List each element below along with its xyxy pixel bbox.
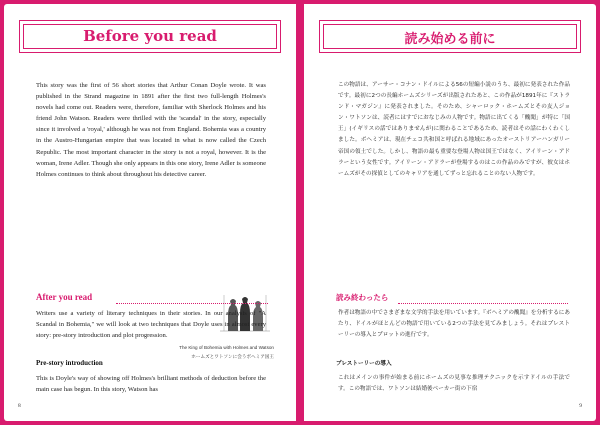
right-page — [304, 4, 596, 421]
heading-dotted-rule — [116, 303, 268, 304]
jp-after-label: 読み終わったら — [336, 293, 389, 302]
illustration-caption-en: The King of Bohemia with Holmes and Watson — [179, 345, 274, 350]
jp-after-heading — [336, 292, 568, 306]
pre-story-text: This is Doyle's way of showing off Holmes's brilliant methods of deduction before the main case has begun. In this story, Watson has — [36, 375, 266, 394]
right-page-title: 読み始める前に — [404, 32, 496, 47]
right-title-banner — [319, 20, 581, 53]
jp-pre-story-subheading: プレストーリーの導入 — [336, 361, 392, 367]
illustration-caption-jp: ホームズとワトソンに会うボヘミア国王 — [191, 355, 274, 360]
left-title-banner — [19, 20, 281, 53]
jp-pre-story-text: これはメインの事件が始まる前にホームズの見事な推理テクニックを示すドイルの手法です。この物語では、ワトソンは結婚後ベーカー街の下宿 — [338, 375, 570, 393]
left-page-title: Before you read — [83, 27, 217, 45]
page-number-left: 8 — [18, 403, 21, 409]
after-you-read-text: Writers use a variety of literary techniques in their stories. In our analysis of "A Scandal in Bohemia," we will look at two techniques that Doyle uses in almost every story: pre-story introduction and plot progression. — [36, 310, 266, 340]
after-you-read-heading — [36, 292, 268, 306]
jp-heading-dotted-rule — [398, 303, 568, 304]
left-page — [4, 4, 296, 421]
right-intro-text: この物語は、アーサー・コナン・ドイルによる56の短編小説のうち、最初に発表された作品です。最初に2つの長編ホームズシリーズが出版されたあと、この作品が1891年に『ストランド・マガジン』に発表されました。そのため、シャーロック・ホームズとその友人ジョン・ワトソンは、読者にはすでにおなじみの人物です。物語に出てくる「醜聞」が特に「国王」(イギリスの話ではありませんが)に関わることであるため、読者はその話にわくわくしました。ボヘミアは、現在チェコ共和国と呼ばれる地域にあったオーストリアーハンガリー帝国の領土でした。しかし、物語の最も重要な登場人物は国王ではなく、アイリーン・アドラーという女性です。アイリーン・アドラーが登場するのはこの作品のみですが、彼女はホームズがその探偵としてのキャリアを通してずっと忘れることのない人物です。 — [338, 82, 570, 177]
pre-story-subheading: Pre-story introduction — [36, 359, 103, 367]
left-intro-text: This story was the first of 56 short stories that Arthur Conan Doyle wrote. It was published in the Strand magazine in 1891 after the first two full-length Holmes's novels had come out. Readers were, therefore, familiar with Sherlock Holmes and his friend John Watson. Readers were thrilled with the 'scandal' in the story, especially since it involved a 'royal,' although he was not from England. Bohemia was a country in the Austro-Hungarian empire that was located in what is now called the Czech Republic. The most important character in the story is not a royal, however. It is the woman, Irene Adler. Though she only appears in this one story, Irene Adler is someone Holmes continues to think about throughout his detective career. — [36, 82, 266, 178]
page-number-right: 9 — [579, 403, 582, 409]
after-you-read-label: After you read — [36, 292, 93, 302]
jp-after-text: 作者は物語の中でさまざまな文学的手法を用いています。『ボヘミアの醜聞』を分析するにあたり、ドイルがほとんどの物語で用いている2つの手法を見てみましょう。それはプレストーリーの導入とプロットの進行です。 — [338, 310, 570, 339]
